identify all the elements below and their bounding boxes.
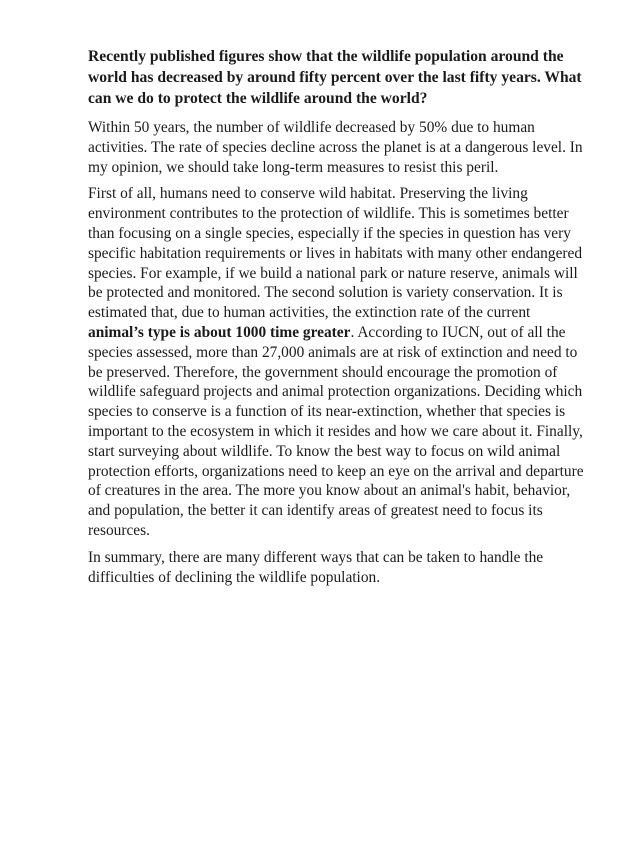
text-line xyxy=(88,224,570,244)
text-segment: important to the ecosystem in which it resides and how we care about it. Finally, xyxy=(88,422,583,440)
text-line xyxy=(88,184,570,204)
text-segment: species. For example, if we build a national park or nature reserve, animals will xyxy=(88,264,578,282)
text-line xyxy=(88,138,583,158)
text-segment: can we do to protect the wildlife around the world? xyxy=(88,90,428,107)
text-segment: world has decreased by around fifty percent over the last fifty years. What xyxy=(88,69,582,86)
text-line xyxy=(88,67,582,88)
text-line xyxy=(88,568,570,588)
text-segment: activities. The rate of species decline across the planet is at a dangerous level. In xyxy=(88,138,583,156)
text-segment: resources. xyxy=(88,521,150,539)
text-line xyxy=(88,462,584,482)
text-segment: In summary, there are many different ways that can be taken to handle the xyxy=(88,548,544,566)
text-line xyxy=(88,88,570,109)
text-segment: species assessed, more than 27,000 animals are at risk of extinction and need to xyxy=(88,343,578,361)
text-segment: wildlife safeguard projects and animal protection organizations. Deciding which xyxy=(88,383,583,401)
text-segment: specific habitation requirements or lives in habitats with many other endangered xyxy=(88,244,583,262)
text-line xyxy=(88,204,570,224)
text-segment: my opinion, we should take long-term measures to resist this peril. xyxy=(88,158,499,176)
text-line xyxy=(88,501,570,521)
intro-paragraph xyxy=(88,118,583,177)
text-segment: protection efforts, organizations need to keep an eye on the arrival and departure xyxy=(88,462,584,480)
text-line xyxy=(88,118,570,138)
text-segment: First of all, humans need to conserve wild habitat. Preserving the living xyxy=(88,185,528,203)
conclusion-paragraph xyxy=(88,548,570,588)
text-segment: Within 50 years, the number of wildlife decreased by 50% due to human xyxy=(88,119,535,136)
text-line xyxy=(88,363,570,383)
text-segment: environment contributes to the protection of wildlife. This is sometimes better xyxy=(88,205,569,223)
text-line xyxy=(88,548,570,568)
text-segment: Recently published figures show that the wildlife population around the xyxy=(88,48,564,65)
text-segment: and population, the better it can identify areas of greatest need to focus its xyxy=(88,502,543,520)
text-segment: species to conserve is a function of its near-extinction, whether that species is xyxy=(88,403,566,421)
text-line xyxy=(88,382,583,402)
text-segment: than focusing on a single species, especially if the species in question has very xyxy=(88,224,571,242)
text-segment: start surveying about wildlife. To know the best way to focus on wild animal xyxy=(88,442,561,460)
text-line xyxy=(88,323,570,343)
text-line xyxy=(88,264,578,284)
text-line xyxy=(88,442,570,462)
bold-text-segment: animal’s type is about 1000 time greater xyxy=(88,323,351,341)
text-line xyxy=(88,481,570,501)
essay-question xyxy=(88,46,582,109)
text-segment: difficulties of declining the wildlife population. xyxy=(88,568,381,586)
body-paragraph xyxy=(88,184,584,540)
text-line xyxy=(88,46,570,67)
text-segment: of creatures in the area. The more you know about an animal's habit, behavior, xyxy=(88,482,571,500)
text-segment: . According to IUCN, out of all the xyxy=(350,323,566,341)
text-line xyxy=(88,402,570,422)
text-segment: be protected and monitored. The second solution is variety conservation. It is xyxy=(88,284,563,302)
text-line xyxy=(88,422,583,442)
text-line xyxy=(88,244,583,264)
text-line xyxy=(88,303,570,323)
text-segment: estimated that, due to human activities, the extinction rate of the current xyxy=(88,304,531,322)
text-line xyxy=(88,343,578,363)
text-line xyxy=(88,521,570,541)
text-segment: be preserved. Therefore, the government should encourage the promotion of xyxy=(88,363,558,381)
text-line xyxy=(88,283,570,303)
text-line xyxy=(88,158,570,178)
